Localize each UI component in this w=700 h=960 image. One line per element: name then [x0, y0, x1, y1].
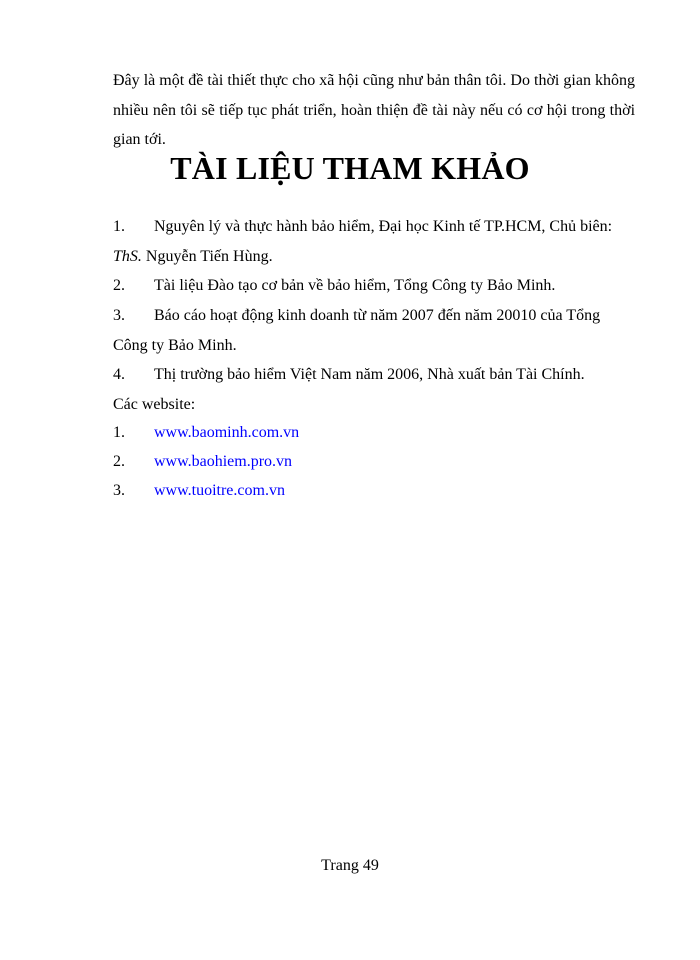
- website-number: 2.: [113, 453, 125, 470]
- website-item-2: [113, 451, 292, 473]
- reference-author: Nguyễn Tiến Hùng.: [141, 247, 273, 265]
- reference-text: Báo cáo hoạt động kinh doanh từ năm 2007 đến năm 20010 của Tổng: [154, 307, 601, 324]
- reference-item-3: [113, 301, 643, 360]
- reference-item-4: [113, 360, 643, 390]
- reference-text: Tài liệu Đào tạo cơ bản về bảo hiểm, Tổng Công ty Bảo Minh.: [154, 277, 556, 294]
- website-link[interactable]: www.baominh.com.vn: [154, 424, 300, 441]
- reference-text: Nguyên lý và thực hành bảo hiểm, Đại học Kinh tế TP.HCM, Chủ biên:: [154, 218, 613, 235]
- intro-line-3: trong thời gian tới.: [113, 101, 636, 148]
- website-number: 1.: [113, 424, 125, 441]
- references-heading: TÀI LIỆU THAM KHẢO: [170, 150, 530, 186]
- website-link[interactable]: www.baohiem.pro.vn: [154, 453, 293, 470]
- reference-number: 3.: [113, 307, 125, 324]
- intro-paragraph: [113, 66, 635, 155]
- reference-item-1: [113, 212, 643, 271]
- reference-number: 2.: [113, 277, 125, 294]
- website-item-3: [113, 480, 285, 502]
- page-number: Trang 49: [321, 857, 379, 874]
- reference-title-abbrev: ThS.: [113, 247, 142, 265]
- reference-item-2: [113, 271, 643, 301]
- intro-line-2: không nhiều nên tôi sẽ tiếp tục phát triển, hoàn thiện đề tài này nếu có cơ hội: [113, 72, 635, 119]
- reference-number: 4.: [113, 366, 125, 383]
- intro-line-1: Đây là một đề tài thiết thực cho xã hội cũng như bản thân tôi. Do thời gian: [113, 72, 591, 89]
- websites-label: Các website:: [113, 396, 196, 413]
- reference-continuation: [113, 242, 643, 272]
- reference-text: Thị trường bảo hiểm Việt Nam năm 2006, Nhà xuất bản Tài Chính.: [154, 366, 585, 383]
- website-item-1: [113, 422, 299, 444]
- reference-number: 1.: [113, 218, 125, 235]
- website-number: 3.: [113, 482, 125, 499]
- website-link[interactable]: www.tuoitre.com.vn: [154, 482, 285, 499]
- reference-continuation: Công ty Bảo Minh.: [113, 336, 237, 354]
